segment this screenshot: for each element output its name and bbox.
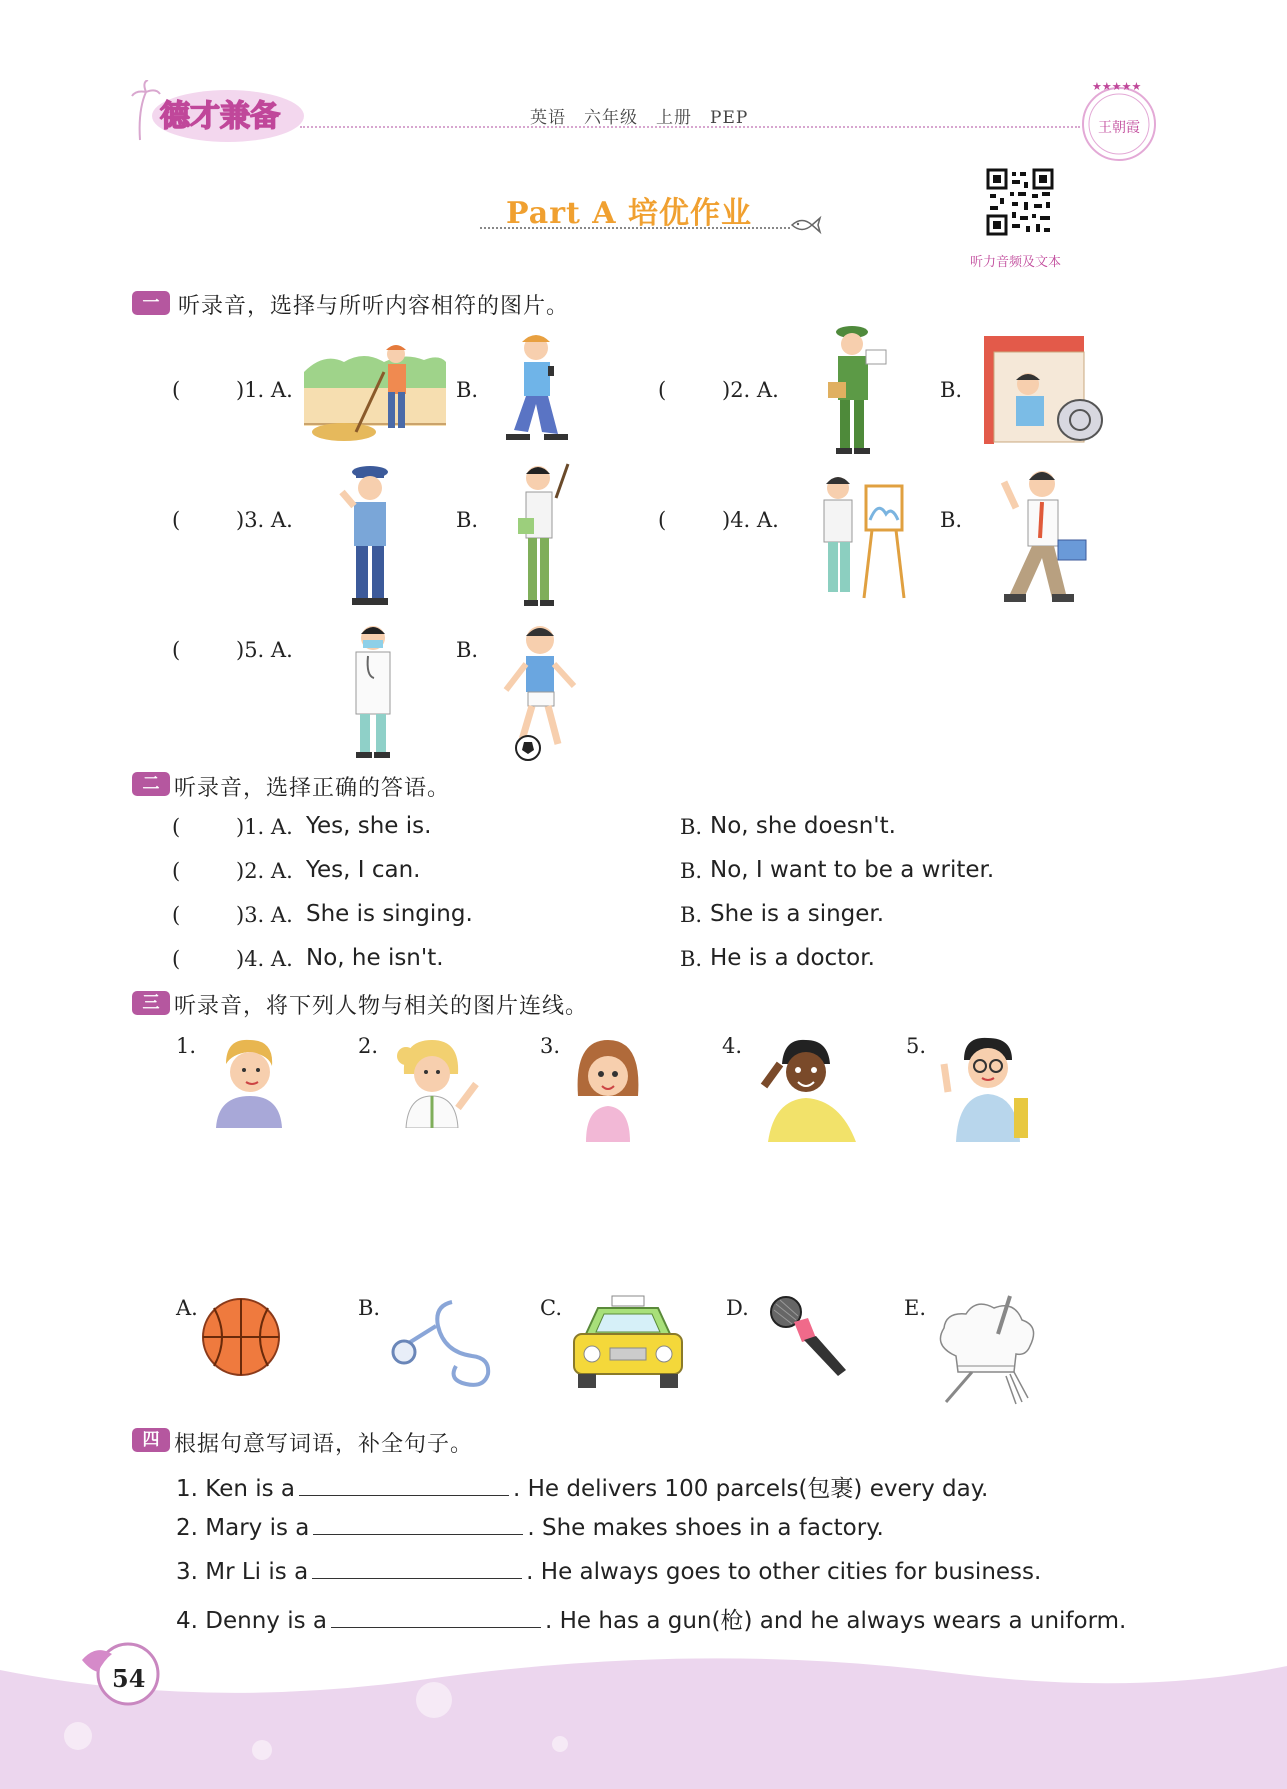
s4-sentence-3-post: . He always goes to other cities for business. bbox=[526, 1559, 1042, 1585]
answer-bracket[interactable]: ( bbox=[172, 859, 181, 883]
s4-sentence-3-blank[interactable] bbox=[312, 1558, 522, 1579]
s2-item-4-option-a: No, he isn't. bbox=[306, 945, 444, 971]
svg-text:★★★★★: ★★★★★ bbox=[1092, 80, 1142, 93]
s4-sentence-2-pre: 2. Mary is a bbox=[176, 1515, 310, 1541]
person-2-girl-doctor[interactable] bbox=[396, 1034, 486, 1128]
brand-logo bbox=[128, 80, 306, 146]
section-1-title: 听录音，选择与所听内容相符的图片。 bbox=[178, 294, 570, 319]
s4-sentence-4-post: . He has a gun(枪) and he always wears a uniform. bbox=[544, 1608, 1127, 1634]
s1-item-4-label: )4. A. bbox=[722, 508, 779, 532]
s2-item-1-b-label: B. bbox=[680, 815, 703, 839]
person-3-girl-pink[interactable] bbox=[572, 1036, 644, 1142]
s2-item-2-option-b: No, I want to be a writer. bbox=[710, 857, 995, 883]
s4-sentence-1-blank[interactable] bbox=[299, 1475, 509, 1496]
s2-item-4-label: )4. A. bbox=[236, 947, 293, 971]
person-3-label: 3. bbox=[540, 1034, 561, 1058]
s2-item-1-label: )1. A. bbox=[236, 815, 293, 839]
postman-picture[interactable] bbox=[822, 320, 892, 456]
stethoscope-icon[interactable] bbox=[386, 1296, 496, 1390]
s2-item-2-label: )2. A. bbox=[236, 859, 293, 883]
answer-bracket[interactable]: ( bbox=[172, 947, 181, 971]
section-2-title: 听录音，选择正确的答语。 bbox=[174, 776, 451, 801]
s2-item-3-option-a: She is singing. bbox=[306, 901, 473, 927]
object-c-label: C. bbox=[540, 1296, 562, 1320]
section-2-badge: 二 bbox=[132, 772, 170, 796]
answer-bracket[interactable]: ( bbox=[658, 378, 667, 402]
brand-logo-text: 德才兼备 bbox=[160, 99, 280, 134]
s4-sentence-1-pre: 1. Ken is a bbox=[176, 1476, 296, 1502]
seal-text: 王朝霞 bbox=[1098, 120, 1140, 136]
s2-item-1-option-a: Yes, she is. bbox=[306, 813, 432, 839]
s4-sentence-2 bbox=[176, 1514, 884, 1541]
footer-wave-decoration bbox=[0, 1640, 1287, 1789]
s4-sentence-3 bbox=[176, 1558, 1041, 1585]
s4-sentence-2-blank[interactable] bbox=[313, 1514, 523, 1535]
policeman-picture[interactable] bbox=[336, 462, 404, 608]
s2-item-3-label: )3. A. bbox=[236, 903, 293, 927]
s1-item-4-option-b: B. bbox=[940, 508, 963, 532]
section-3-badge: 三 bbox=[132, 991, 170, 1015]
qr-code-icon[interactable] bbox=[986, 168, 1054, 236]
person-1-label: 1. bbox=[176, 1034, 197, 1058]
painter-picture[interactable] bbox=[816, 470, 908, 602]
basketball-icon[interactable] bbox=[200, 1296, 282, 1378]
person-2-label: 2. bbox=[358, 1034, 379, 1058]
s2-item-4-b-label: B. bbox=[680, 947, 703, 971]
reporter-boy-picture[interactable] bbox=[496, 330, 576, 446]
doctor-picture[interactable] bbox=[344, 620, 402, 760]
object-b-label: B. bbox=[358, 1296, 381, 1320]
bus-driver-picture[interactable] bbox=[980, 334, 1104, 446]
taxi-icon[interactable] bbox=[568, 1294, 688, 1394]
s1-item-1-label: )1. A. bbox=[236, 378, 293, 402]
s4-sentence-4 bbox=[176, 1602, 1126, 1635]
person-5-boy-glasses[interactable] bbox=[934, 1034, 1032, 1142]
part-title: Part A 培优作业 bbox=[506, 196, 753, 231]
s2-item-2-option-a: Yes, I can. bbox=[306, 857, 421, 883]
title-underline bbox=[480, 227, 790, 229]
fish-icon bbox=[790, 214, 822, 236]
street-sweeper-picture[interactable] bbox=[304, 332, 446, 444]
s1-item-3-label: )3. A. bbox=[236, 508, 293, 532]
s2-item-3-option-b: She is a singer. bbox=[710, 901, 885, 927]
answer-bracket[interactable]: ( bbox=[172, 638, 181, 662]
s4-sentence-3-pre: 3. Mr Li is a bbox=[176, 1559, 309, 1585]
s1-item-2-label: )2. A. bbox=[722, 378, 779, 402]
header-subject-line: 英语 六年级 上册 PEP bbox=[530, 108, 749, 128]
page-number: 54 bbox=[112, 1664, 146, 1693]
s2-item-1-option-b: No, she doesn't. bbox=[710, 813, 896, 839]
s1-item-1-option-b: B. bbox=[456, 378, 479, 402]
answer-bracket[interactable]: ( bbox=[172, 903, 181, 927]
person-4-boy-yellow[interactable] bbox=[756, 1034, 860, 1142]
answer-bracket[interactable]: ( bbox=[172, 508, 181, 532]
person-4-label: 4. bbox=[722, 1034, 743, 1058]
publisher-seal bbox=[1076, 78, 1162, 164]
person-5-label: 5. bbox=[906, 1034, 927, 1058]
s2-item-2-b-label: B. bbox=[680, 859, 703, 883]
header-divider bbox=[300, 126, 1080, 128]
microphone-icon[interactable] bbox=[768, 1294, 850, 1378]
answer-bracket[interactable]: ( bbox=[172, 815, 181, 839]
chef-hat-icon[interactable] bbox=[932, 1294, 1042, 1406]
s1-item-3-option-b: B. bbox=[456, 508, 479, 532]
s2-item-4-option-b: He is a doctor. bbox=[710, 945, 875, 971]
s1-item-5-label: )5. A. bbox=[236, 638, 293, 662]
object-a-label: A. bbox=[176, 1296, 198, 1320]
object-d-label: D. bbox=[726, 1296, 749, 1320]
s4-sentence-1-post: . He delivers 100 parcels(包裹) every day. bbox=[513, 1476, 989, 1502]
section-3-title: 听录音，将下列人物与相关的图片连线。 bbox=[174, 994, 589, 1019]
s4-sentence-2-post: . She makes shoes in a factory. bbox=[527, 1515, 884, 1541]
s4-sentence-4-pre: 4. Denny is a bbox=[176, 1608, 327, 1634]
s2-item-3-b-label: B. bbox=[680, 903, 703, 927]
s1-item-2-option-b: B. bbox=[940, 378, 963, 402]
answer-bracket[interactable]: ( bbox=[172, 378, 181, 402]
s1-item-5-option-b: B. bbox=[456, 638, 479, 662]
s4-sentence-1 bbox=[176, 1470, 988, 1503]
qr-caption: 听力音频及文本 bbox=[970, 255, 1062, 270]
section-4-badge: 四 bbox=[132, 1428, 170, 1452]
businessman-picture[interactable] bbox=[994, 462, 1096, 608]
object-e-label: E. bbox=[904, 1296, 927, 1320]
section-1-badge: 一 bbox=[132, 291, 170, 315]
section-4-title: 根据句意写词语，补全句子。 bbox=[174, 1432, 474, 1457]
person-1-boy-hoodie[interactable] bbox=[212, 1034, 284, 1128]
s4-sentence-4-blank[interactable] bbox=[331, 1607, 541, 1628]
teacher-picture[interactable] bbox=[512, 458, 574, 608]
answer-bracket[interactable]: ( bbox=[658, 508, 667, 532]
football-player-picture[interactable] bbox=[494, 620, 584, 764]
